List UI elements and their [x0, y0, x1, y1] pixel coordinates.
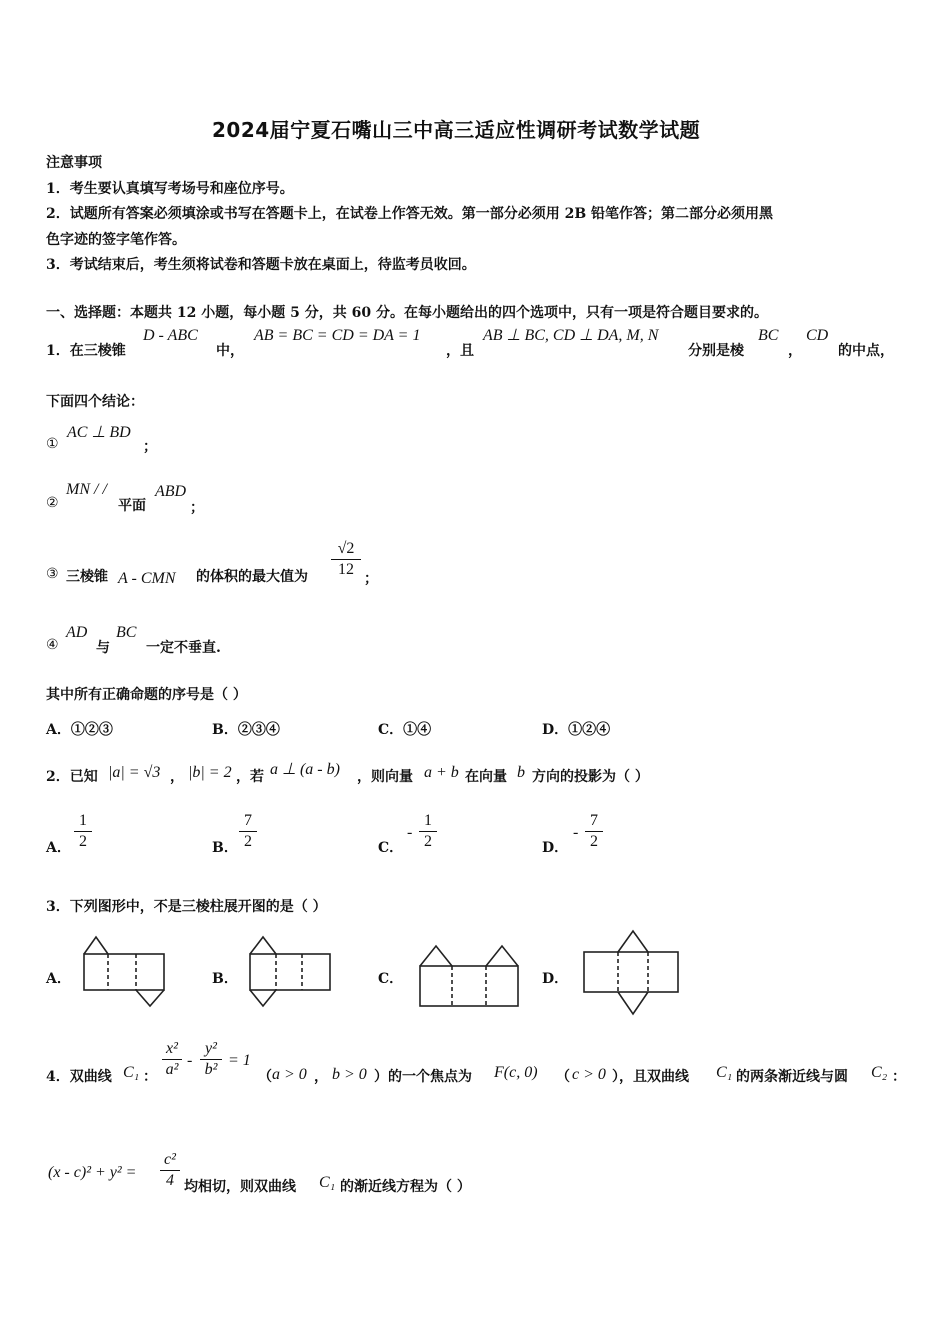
triangle-face [250, 937, 276, 954]
q4-equals: = 1 [228, 1052, 251, 1069]
q1-c3-text: 三棱锥 [66, 569, 108, 585]
q4-text-11: 的渐近线方程为（ ） [340, 1179, 471, 1195]
triangle-face [136, 990, 164, 1006]
q1-math-5: CD [806, 327, 829, 344]
net-rectangle [250, 954, 330, 990]
triangle-face [618, 992, 648, 1014]
q1-option-b: B．②③④ [212, 722, 280, 738]
triangle-face [420, 946, 452, 966]
net-rectangle [584, 952, 678, 992]
q2-option-d-fraction [585, 812, 603, 851]
q1-c2-math: MN / / [66, 481, 107, 498]
q2-math-5: b [517, 764, 525, 781]
q4-text-7: ），且双曲线 [612, 1069, 689, 1085]
q2-option-b-den: 2 [244, 833, 252, 850]
q2-math-4: a + b [424, 764, 459, 781]
q2-text-6: 方向的投影为（ ） [532, 769, 649, 785]
fraction-bar [162, 1059, 182, 1060]
fraction-bar [239, 831, 257, 832]
q4-text-6: （ [556, 1069, 570, 1085]
notice-item-2-cont: 色字迹的签字笔作答。 [46, 232, 186, 248]
q4-fraction-x-den: a² [165, 1061, 179, 1078]
q1-c2-end: ； [190, 500, 204, 516]
q4-fraction-y-den: b² [204, 1061, 218, 1078]
q1-c4-number: ④ [46, 637, 59, 653]
q1-math-2: AB = BC = CD = DA = 1 [254, 327, 421, 344]
q2-text-4: ，则向量 [357, 769, 413, 785]
q1-ask: 其中所有正确命题的序号是（ ） [46, 687, 247, 703]
q4-fraction-c [160, 1151, 180, 1190]
q2-math-2: |b| = 2 [188, 764, 232, 781]
fraction-bar [160, 1170, 180, 1171]
q1-option-c: C．①④ [378, 722, 432, 738]
section-heading: 一、选择题：本题共 12 小题，每小题 5 分，共 60 分。在每小题给出的四个选项中，只有一项是符合题目要求的。 [46, 305, 768, 321]
q4-fraction-x-num: x² [166, 1040, 178, 1057]
q1-c3-fraction-num: √2 [337, 540, 355, 557]
q1-text-1: 1．在三棱锥 [46, 343, 126, 359]
q1-text-3: ，且 [446, 343, 474, 359]
q2-text-3: ，若 [236, 769, 264, 785]
q3-option-a-label: A． [46, 971, 71, 987]
q2-option-d-den: 2 [590, 833, 598, 850]
fraction-bar [200, 1059, 222, 1060]
q2-option-a-label: A． [46, 840, 71, 856]
q4-fraction-y-num: y² [205, 1040, 217, 1057]
q1-c2-math-2: ABD [155, 483, 187, 500]
q2-option-a-den: 2 [79, 833, 87, 850]
q2-option-c-fraction [419, 812, 437, 851]
notice-item-2: 2．试题所有答案必须填涂或书写在答题卡上，在试卷上作答无效。第一部分必须用 2B 铅笔作答；第二部分必须用黑 [46, 206, 774, 222]
q3-option-c-label: C． [378, 971, 404, 987]
notice-item-1: 1．考生要认真填写考场号和座位序号。 [46, 181, 294, 197]
q4-text-2: ： [143, 1069, 157, 1085]
q1-intro: 下面四个结论： [46, 394, 144, 410]
q4-text-5: ）的一个焦点为 [374, 1069, 472, 1085]
q3-option-a-figure [80, 934, 170, 1010]
q1-c4-math-2: BC [116, 624, 137, 641]
notice-heading: 注意事项 [46, 155, 102, 171]
q1-c2-number: ② [46, 495, 59, 511]
q4-text-3: （ [258, 1069, 272, 1085]
q3-option-b-figure [246, 934, 336, 1010]
q2-option-b-fraction [239, 812, 257, 851]
q1-option-d: D．①②④ [542, 722, 611, 738]
q4-math-c1-c: C₁ [319, 1174, 336, 1191]
q2-text-1: 2．已知 [46, 769, 98, 785]
fraction-bar [331, 559, 361, 560]
q1-text-5: ， [788, 343, 802, 359]
q2-option-d-num: 7 [590, 812, 598, 829]
q4-math-c2: C₂ [871, 1064, 888, 1081]
q1-math-3: AB ⊥ BC, CD ⊥ DA, M, N [483, 327, 659, 344]
q1-c3-end: ； [364, 571, 378, 587]
q1-c4-math: AD [66, 624, 88, 641]
q1-text-4: 分别是棱 [688, 343, 744, 359]
q2-option-c-num: 1 [424, 812, 432, 829]
q4-fraction-c-num: c² [164, 1151, 176, 1168]
q4-math-c: c > 0 [572, 1066, 606, 1083]
q4-fraction-y [200, 1040, 222, 1079]
triangle-face [486, 946, 518, 966]
q1-c3-fraction [331, 540, 361, 579]
q1-c3-fraction-den: 12 [338, 561, 354, 578]
q4-fraction-x [162, 1040, 182, 1079]
q2-option-c-sign: - [407, 824, 413, 841]
q1-c3-math: A - CMN [118, 570, 176, 587]
q2-option-a-num: 1 [79, 812, 87, 829]
q1-math-1: D - ABC [143, 327, 198, 344]
q3-option-c-figure [414, 938, 524, 1010]
q2-option-c-den: 2 [424, 833, 432, 850]
notice-item-3: 3．考试结束后，考生须将试卷和答题卡放在桌面上，待监考员收回。 [46, 257, 476, 273]
q1-c3-number: ③ [46, 566, 59, 582]
q4-text-9: ： [892, 1069, 906, 1085]
q2-option-d-sign: - [573, 824, 579, 841]
q4-fraction-c-den: 4 [166, 1172, 174, 1189]
q4-math-b: b > 0 [332, 1066, 367, 1083]
q1-c4-text-2: 一定不垂直. [146, 640, 221, 656]
fraction-bar [585, 831, 603, 832]
q2-option-d-label: D． [542, 840, 569, 856]
fraction-bar [74, 831, 92, 832]
page-title: 2024届宁夏石嘴山三中高三适应性调研考试数学试题 [212, 118, 701, 142]
q2-option-a-fraction [74, 812, 92, 851]
q2-math-1: |a| = √3 [108, 764, 161, 781]
q4-math-c1: C₁ [123, 1064, 140, 1081]
q2-text-5: 在向量 [465, 769, 507, 785]
q3-option-b-label: B． [212, 971, 238, 987]
q1-c1-end: ； [143, 439, 157, 455]
q3-option-d-label: D． [542, 971, 569, 987]
q1-c2-text: 平面 [118, 498, 146, 514]
q3-option-d-figure [580, 928, 684, 1018]
q3-text: 3．下列图形中，不是三棱柱展开图的是（ ） [46, 899, 327, 915]
q1-c3-text-2: 的体积的最大值为 [196, 569, 308, 585]
net-rectangle [84, 954, 164, 990]
q2-math-3: a ⊥ (a - b) [270, 761, 340, 778]
triangle-face [618, 931, 648, 952]
q1-c1-number: ① [46, 436, 59, 452]
q4-math-a: a > 0 [272, 1066, 307, 1083]
q1-math-4: BC [758, 327, 779, 344]
q1-c1-math: AC ⊥ BD [67, 424, 131, 441]
q1-c4-text: 与 [96, 640, 110, 656]
net-rectangle [420, 966, 518, 1006]
q4-circle-equation: (x - c)² + y² = [48, 1164, 137, 1181]
q4-text-4: ， [314, 1069, 328, 1085]
q4-math-focus: F(c, 0) [494, 1064, 538, 1081]
q2-text-2: ， [170, 769, 184, 785]
q2-option-b-num: 7 [244, 812, 252, 829]
q4-math-c1-b: C₁ [716, 1064, 733, 1081]
q4-text-10: 均相切，则双曲线 [184, 1179, 296, 1195]
q4-text-8: 的两条渐近线与圆 [736, 1069, 848, 1085]
q1-option-a: A．①②③ [46, 722, 113, 738]
q1-text-2: 中， [216, 343, 244, 359]
q2-option-c-label: C． [378, 840, 404, 856]
q4-text-1: 4．双曲线 [46, 1069, 112, 1085]
fraction-bar [419, 831, 437, 832]
triangle-face [250, 990, 276, 1006]
q4-minus: - [187, 1052, 193, 1069]
q1-text-6: 的中点， [838, 343, 894, 359]
q2-option-b-label: B． [212, 840, 238, 856]
triangle-face [84, 937, 108, 954]
